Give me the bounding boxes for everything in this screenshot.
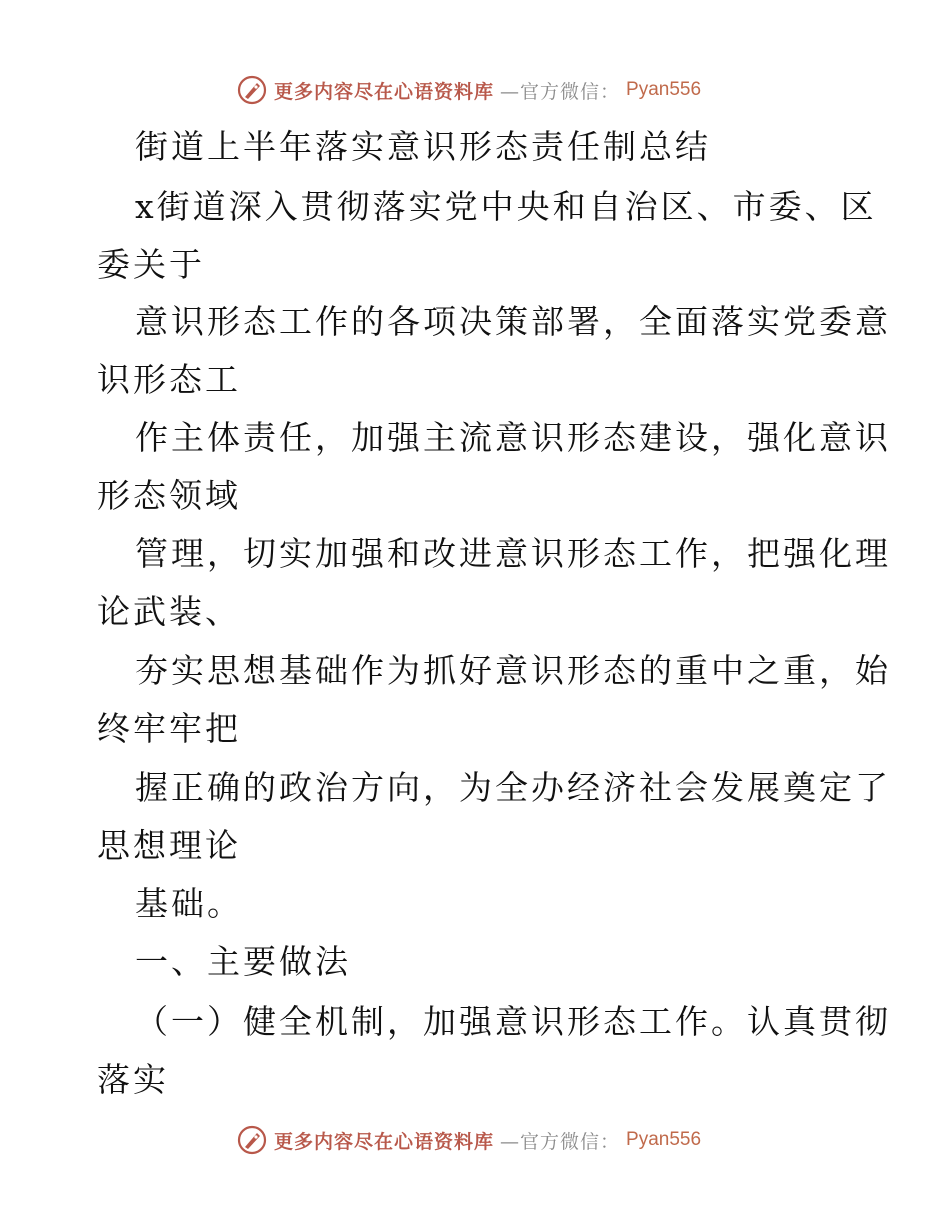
header-banner — [236, 72, 701, 108]
banner-site-text: 更多内容尽在心语资料库 — [274, 1130, 495, 1153]
pen-nib-logo-icon — [236, 74, 268, 106]
body-line: 识形态工 — [97, 360, 241, 399]
body-line: 委关于 — [97, 245, 205, 284]
banner-wechat-id: Pyan556 — [626, 79, 702, 100]
body-line: 作主体责任，加强主流意识形态建设，强化意识 — [135, 418, 891, 457]
body-line: （一）健全机制，加强意识形态工作。认真贯彻 — [135, 1002, 891, 1041]
banner-wechat-id: Pyan556 — [626, 1129, 702, 1150]
body-line: 形态领域 — [97, 476, 241, 515]
footer-banner — [236, 1122, 701, 1158]
body-line: 终牢牢把 — [97, 709, 241, 748]
body-line: 基础。 — [135, 884, 243, 923]
body-line: 落实 — [97, 1060, 169, 1099]
body-line: x街道深入贯彻落实党中央和自治区、市委、区 — [135, 187, 877, 226]
body-line: 意识形态工作的各项决策部署，全面落实党委意 — [135, 302, 891, 341]
body-line: 论武装、 — [97, 592, 241, 631]
body-line: 管理，切实加强和改进意识形态工作，把强化理 — [135, 534, 891, 573]
banner-wechat-label: —官方微信： — [500, 80, 621, 103]
body-line: 握正确的政治方向，为全办经济社会发展奠定了 — [135, 768, 891, 807]
banner-wechat-label: —官方微信： — [500, 1130, 621, 1153]
banner-site-text: 更多内容尽在心语资料库 — [274, 80, 495, 103]
body-line: 思想理论 — [97, 826, 241, 865]
section-heading: 一、主要做法 — [135, 942, 351, 981]
document-title: 街道上半年落实意识形态责任制总结 — [135, 127, 711, 166]
pen-nib-logo-icon — [236, 1124, 268, 1156]
body-line: 夯实思想基础作为抓好意识形态的重中之重，始 — [135, 651, 891, 690]
